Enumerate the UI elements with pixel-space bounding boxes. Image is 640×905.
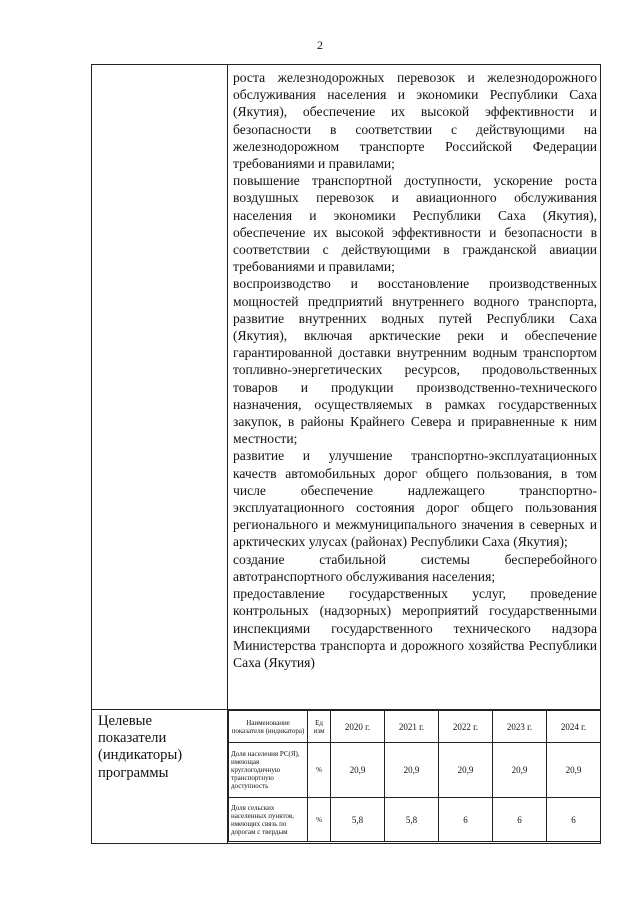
indicator-value: 5,8: [331, 798, 385, 842]
indicator-value: 20,9: [547, 743, 601, 798]
table-row: [229, 798, 601, 842]
header-name: Наименование показателя (индикатора): [229, 711, 308, 743]
indicators-table: [228, 710, 601, 842]
indicator-name: Доля сельских населенных пунктов, имеющих связь по дорогам с твердым: [229, 798, 308, 842]
objective-paragraph: создание стабильной системы бесперебойного автотранспортного обслуживания населения;: [233, 551, 597, 584]
header-year: 2021 г.: [385, 711, 439, 743]
header-year: 2024 г.: [547, 711, 601, 743]
header-year: 2023 г.: [493, 711, 547, 743]
page-number: 2: [317, 38, 323, 52]
table-row: [229, 743, 601, 798]
indicator-value: 20,9: [439, 743, 493, 798]
indicators-header-row: [229, 711, 601, 743]
indicator-value: 5,8: [385, 798, 439, 842]
header-unit: Ед изм: [308, 711, 331, 743]
objective-paragraph: предоставление государственных услуг, проведение контрольных (надзорных) мероприятий государственными инспекциями государственного технического надзора Министерства транспорта и дорожного хозяйства Республики Саха (Якутия): [233, 586, 597, 670]
indicators-row-label: Целевые показатели (индикаторы) программы: [98, 713, 183, 781]
indicator-value: 6: [493, 798, 547, 842]
program-passport-table: [91, 64, 601, 844]
indicator-value: 6: [439, 798, 493, 842]
header-year: 2022 г.: [439, 711, 493, 743]
objective-paragraph: развитие и улучшение транспортно-эксплуатационных качеств автомобильных дорог общего пользования, в том числе обеспечение надлежащего транспортно-эксплуатационного состояния дорог общего пользования регионального и межмуниципального значения в северных и арктических улусах (районах) Республики Саха (Якутия);: [233, 448, 597, 550]
indicator-name: Доля населения РС(Я), имеющая круглогодичную транспортную доступность: [229, 743, 308, 798]
objective-paragraph: воспроизводство и восстановление производственных мощностей предприятий внутреннего водного транспорта, развитие внутренних водных путей Республики Саха (Якутия), включая арктические реки и обеспечение гарантированной доставки внутренним водным транспортом топливно-энергетических ресурсов, продовольственных товаров и продукции производственно-технического назначения, осуществляемых в рамках государственных закупок, в районы Крайнего Севера и приравненные к ним местности;: [233, 276, 597, 447]
objective-paragraph: повышение транспортной доступности, ускорение роста воздушных перевозок и авиационного обслуживания населения и экономики Республики Саха (Якутия), обеспечение их высокой эффективности и безопасности в соответствии с действующими в гражданской авиации требованиями и правилами;: [233, 173, 597, 275]
indicator-unit: %: [308, 743, 331, 798]
indicator-value: 6: [547, 798, 601, 842]
objective-paragraph: роста железнодорожных перевозок и железнодорожного обслуживания населения и экономики Республики Саха (Якутия), обеспечение их высокой эффективности и безопасности в соответствии с действующими на железнодорожном транспорте Российской Федерации требованиями и правилами;: [233, 70, 597, 172]
indicator-value: 20,9: [493, 743, 547, 798]
indicator-value: 20,9: [331, 743, 385, 798]
header-year: 2020 г.: [331, 711, 385, 743]
objectives-text: [233, 69, 597, 671]
indicator-unit: %: [308, 798, 331, 842]
indicator-value: 20,9: [385, 743, 439, 798]
